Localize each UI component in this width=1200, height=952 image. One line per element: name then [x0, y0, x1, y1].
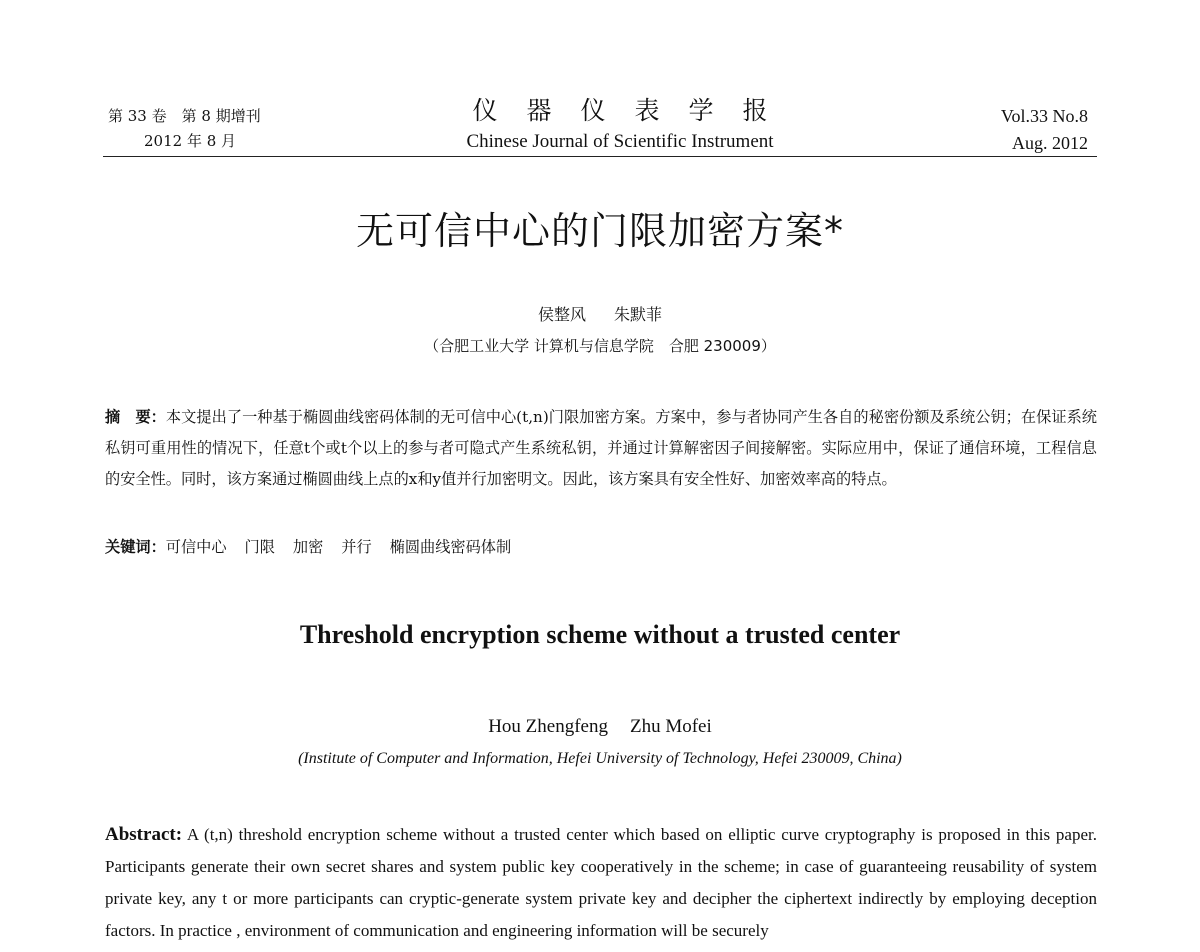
header-rule	[103, 156, 1097, 157]
abstract-en	[105, 819, 1097, 947]
authors-en	[0, 716, 1200, 738]
affiliation-cn: （合肥工业大学 计算机与信息学院 合肥 230009）	[424, 337, 776, 355]
abstract-cn-label: 摘 要：	[105, 408, 166, 426]
paper-title-en: Threshold encryption scheme without a trusted center	[299, 620, 901, 649]
keyword: 椭圆曲线密码体制	[389, 538, 512, 556]
abstract-cn-text: 本文提出了一种基于椭圆曲线密码体制的无可信中心(t,n)门限加密方案。方案中，参与者协同产生各自的秘密份额及系统公钥；在保证系统私钥可重用性的情况下，任意t个或t个以上的参与者可隐式产生系统私钥，并通过计算解密因子间接解密。实际应用中，保证了通信环境，工程信息的安全性。同时，该方案通过椭圆曲线上点的x和y值并行加密明文。因此，该方案具有安全性好、加密效率高的特点。	[105, 408, 1097, 488]
journal-name-en: Chinese Journal of Scientific Instrument	[466, 131, 774, 152]
keyword: 可信中心	[165, 538, 227, 556]
journal-name	[380, 94, 860, 154]
keyword: 门限	[244, 538, 275, 556]
author-en: Hou Zhengfeng	[488, 716, 608, 737]
date-en: Aug. 2012	[1012, 133, 1088, 153]
keywords-cn	[105, 536, 529, 557]
header-left	[108, 104, 261, 154]
author-cn: 朱默菲	[614, 305, 663, 324]
abstract-en-text: A (t,n) threshold encryption scheme without a trusted center which based on elliptic curve cryptography is proposed in this paper. Participants generate their own secret shares and system public key cooperatively in the scheme; in case of guaranteeing reusability of system private key, any t or more participants can cryptic-generate system private key and decipher the ciphertext indirectly by employing deception factors. In practice , environment of communication and engineering information will be securely	[105, 825, 1097, 940]
volume-issue-en: Vol.33 No.8	[1000, 106, 1088, 126]
header-right	[1001, 103, 1088, 157]
date-cn: 2012 年 8 月	[144, 132, 237, 150]
paper-title-cn: 无可信中心的门限加密方案*	[355, 209, 844, 253]
volume-issue-cn: 第 33 卷 第 8 期增刊	[108, 107, 261, 125]
affiliation-en: (Institute of Computer and Information, Hefei University of Technology, Hefei 230009, China)	[298, 750, 902, 767]
abstract-cn	[105, 402, 1097, 495]
keywords-cn-label: 关键词：	[105, 538, 166, 556]
journal-name-cn: 仪器仪表学报	[472, 96, 797, 125]
keyword: 加密	[292, 538, 324, 556]
keyword: 并行	[341, 538, 372, 556]
authors-cn	[0, 302, 1200, 325]
author-en: Zhu Mofei	[629, 716, 712, 737]
author-cn: 侯整风	[537, 305, 586, 324]
abstract-en-label: Abstract:	[105, 824, 183, 845]
